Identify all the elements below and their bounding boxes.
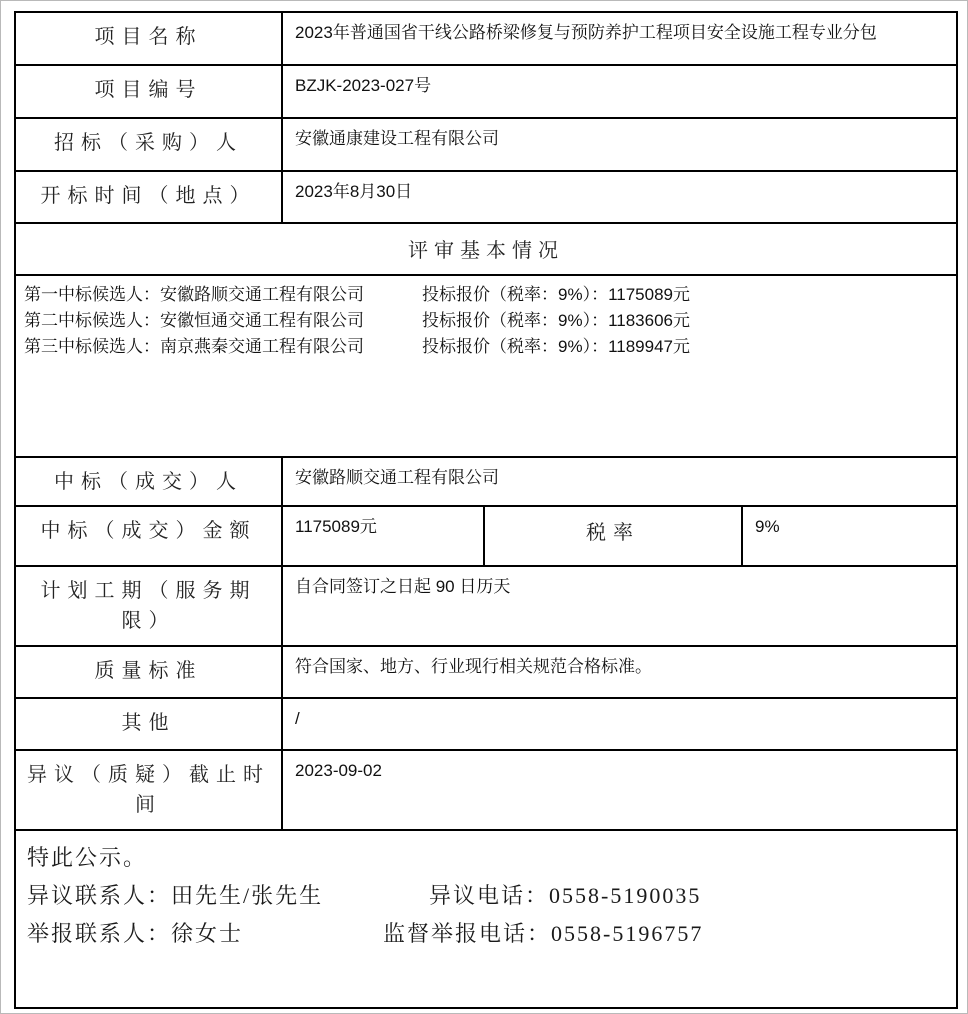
project-name-value: 2023年普通国省干线公路桥梁修复与预防养护工程项目安全设施工程专业分包	[282, 12, 957, 65]
duration-row	[15, 566, 957, 646]
footer-cell	[15, 830, 957, 1008]
awardee-label: 中标（成交）人	[15, 457, 282, 506]
project-name-row	[15, 12, 957, 65]
review-header-row	[15, 223, 957, 275]
bid-opening-row	[15, 171, 957, 223]
candidate-line-3	[24, 334, 946, 360]
quality-row	[15, 646, 957, 698]
candidates-row	[15, 275, 957, 457]
candidates-cell	[15, 275, 957, 457]
candidate-1-bid: 投标报价（税率：9%）：1175089元	[422, 285, 690, 304]
report-contact: 举报联系人：徐女士	[27, 921, 244, 946]
candidate-line-1	[24, 282, 946, 308]
candidate-1-name: 第一中标候选人：安徽路顺交通工程有限公司	[24, 285, 364, 304]
quality-value: 符合国家、地方、行业现行相关规范合格标准。	[282, 646, 957, 698]
candidate-3-bid: 投标报价（税率：9%）：1189947元	[422, 337, 690, 356]
awardee-value: 安徽路顺交通工程有限公司	[282, 457, 957, 506]
quality-label: 质量标准	[15, 646, 282, 698]
objection-phone: 异议电话：0558-5190035	[429, 883, 702, 908]
tax-rate-label: 税率	[484, 506, 742, 566]
objection-deadline-value: 2023-09-02	[282, 750, 957, 830]
project-number-value: BZJK-2023-027号	[282, 65, 957, 118]
duration-label: 计划工期（服务期限）	[15, 566, 282, 646]
footer-announce: 特此公示。	[27, 845, 148, 870]
tenderer-label: 招标（采购）人	[15, 118, 282, 171]
objection-deadline-row	[15, 750, 957, 830]
bid-opening-label: 开标时间（地点）	[15, 171, 282, 223]
other-value: /	[282, 698, 957, 750]
candidate-3-name: 第三中标候选人：南京燕秦交通工程有限公司	[24, 337, 364, 356]
awardee-row	[15, 457, 957, 506]
other-row	[15, 698, 957, 750]
candidate-line-2	[24, 308, 946, 334]
amount-row	[15, 506, 957, 566]
project-name-label: 项目名称	[15, 12, 282, 65]
objection-contact: 异议联系人：田先生/张先生	[27, 883, 324, 908]
amount-value: 1175089元	[282, 506, 484, 566]
bid-announcement-table	[14, 11, 958, 1009]
candidate-2-name: 第二中标候选人：安徽恒通交通工程有限公司	[24, 311, 364, 330]
amount-label: 中标（成交）金额	[15, 506, 282, 566]
footer-objection-line	[27, 877, 946, 915]
project-number-row	[15, 65, 957, 118]
tenderer-row	[15, 118, 957, 171]
bid-opening-value: 2023年8月30日	[282, 171, 957, 223]
objection-deadline-label: 异议（质疑）截止时间	[15, 750, 282, 830]
project-number-label: 项目编号	[15, 65, 282, 118]
footer-row	[15, 830, 957, 1008]
tenderer-value: 安徽通康建设工程有限公司	[282, 118, 957, 171]
duration-value: 自合同签订之日起 90 日历天	[282, 566, 957, 646]
footer-report-line	[27, 915, 946, 953]
report-phone: 监督举报电话：0558-5196757	[383, 921, 704, 946]
review-header: 评审基本情况	[15, 223, 957, 275]
tax-rate-value: 9%	[742, 506, 957, 566]
candidate-2-bid: 投标报价（税率：9%）：1183606元	[422, 311, 690, 330]
other-label: 其他	[15, 698, 282, 750]
